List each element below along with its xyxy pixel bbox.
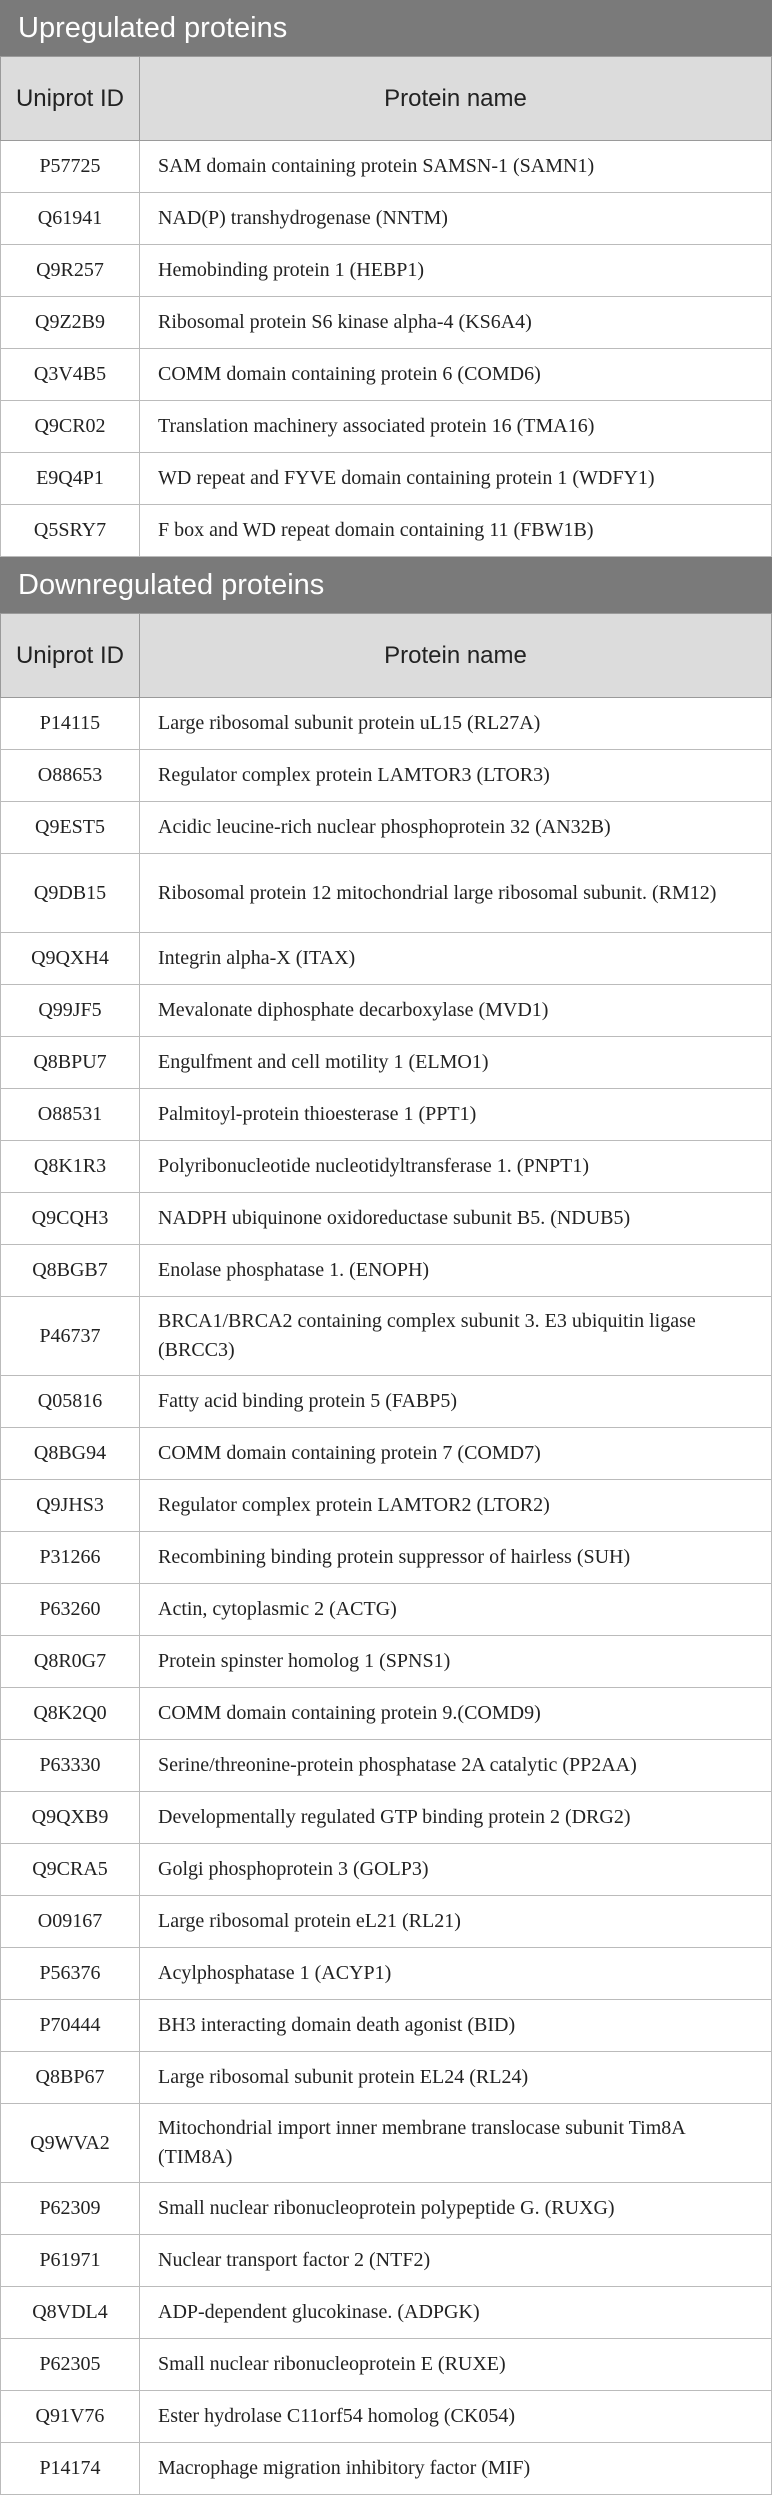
protein-name-cell: Small nuclear ribonucleoprotein polypeptide G. (RUXG) [140,2183,772,2235]
protein-name-cell: Acidic leucine-rich nuclear phosphoprotein 32 (AN32B) [140,802,772,854]
section-title: Upregulated proteins [0,0,772,56]
protein-name-cell: NADPH ubiquinone oxidoreductase subunit B5. (NDUB5) [140,1193,772,1245]
protein-name-cell: Large ribosomal protein eL21 (RL21) [140,1896,772,1948]
table-row [1,505,772,557]
table-row [1,1480,772,1532]
table-row [1,1428,772,1480]
table-row [1,802,772,854]
uniprot-id-cell: Q9EST5 [1,802,140,854]
uniprot-id-cell: E9Q4P1 [1,453,140,505]
protein-name-cell: Palmitoyl-protein thioesterase 1 (PPT1) [140,1089,772,1141]
protein-name-cell: Engulfment and cell motility 1 (ELMO1) [140,1037,772,1089]
protein-name-cell: Developmentally regulated GTP binding protein 2 (DRG2) [140,1792,772,1844]
uniprot-id-cell: Q8R0G7 [1,1636,140,1688]
table-row [1,1089,772,1141]
uniprot-id-cell: P46737 [1,1297,140,1376]
uniprot-id-cell: Q91V76 [1,2391,140,2443]
protein-name-cell: Polyribonucleotide nucleotidyltransferase 1. (PNPT1) [140,1141,772,1193]
table-row [1,2104,772,2183]
protein-table [0,56,772,557]
uniprot-id-cell: O88531 [1,1089,140,1141]
protein-name-cell: NAD(P) transhydrogenase (NNTM) [140,193,772,245]
protein-name-cell: Integrin alpha-X (ITAX) [140,933,772,985]
column-header-uniprot-id: Uniprot ID [1,614,140,698]
uniprot-id-cell: P63260 [1,1584,140,1636]
protein-name-cell: Serine/threonine-protein phosphatase 2A catalytic (PP2AA) [140,1740,772,1792]
protein-name-cell: Recombining binding protein suppressor of hairless (SUH) [140,1532,772,1584]
uniprot-id-cell: O09167 [1,1896,140,1948]
table-row [1,1141,772,1193]
uniprot-id-cell: P62305 [1,2339,140,2391]
table-row [1,1896,772,1948]
uniprot-id-cell: Q9CQH3 [1,1193,140,1245]
uniprot-id-cell: Q05816 [1,1376,140,1428]
table-row [1,750,772,802]
table-row [1,2183,772,2235]
uniprot-id-cell: P56376 [1,1948,140,2000]
table-row [1,1740,772,1792]
table-header-row [1,57,772,141]
uniprot-id-cell: Q8BGB7 [1,1245,140,1297]
table-row [1,854,772,933]
protein-name-cell: Ester hydrolase C11orf54 homolog (CK054) [140,2391,772,2443]
uniprot-id-cell: Q9JHS3 [1,1480,140,1532]
protein-name-cell: COMM domain containing protein 6 (COMD6) [140,349,772,401]
protein-name-cell: ADP-dependent glucokinase. (ADPGK) [140,2287,772,2339]
table-row [1,349,772,401]
section-title: Downregulated proteins [0,557,772,613]
table-row [1,1532,772,1584]
table-row [1,2339,772,2391]
protein-name-cell: Actin, cytoplasmic 2 (ACTG) [140,1584,772,1636]
protein-name-cell: Regulator complex protein LAMTOR3 (LTOR3) [140,750,772,802]
uniprot-id-cell: Q9CR02 [1,401,140,453]
column-header-protein-name: Protein name [140,57,772,141]
uniprot-id-cell: Q9WVA2 [1,2104,140,2183]
uniprot-id-cell: P70444 [1,2000,140,2052]
column-header-protein-name: Protein name [140,614,772,698]
protein-name-cell: Large ribosomal subunit protein EL24 (RL24) [140,2052,772,2104]
table-row [1,1636,772,1688]
table-row [1,698,772,750]
uniprot-id-cell: Q8BG94 [1,1428,140,1480]
protein-name-cell: Small nuclear ribonucleoprotein E (RUXE) [140,2339,772,2391]
protein-table [0,613,772,2495]
table-row [1,1376,772,1428]
uniprot-id-cell: Q9QXB9 [1,1792,140,1844]
table-row [1,985,772,1037]
uniprot-id-cell: Q9DB15 [1,854,140,933]
protein-name-cell: Mitochondrial import inner membrane translocase subunit Tim8A (TIM8A) [140,2104,772,2183]
protein-name-cell: COMM domain containing protein 7 (COMD7) [140,1428,772,1480]
uniprot-id-cell: P57725 [1,141,140,193]
table-row [1,1245,772,1297]
protein-name-cell: Mevalonate diphosphate decarboxylase (MVD1) [140,985,772,1037]
protein-name-cell: Enolase phosphatase 1. (ENOPH) [140,1245,772,1297]
uniprot-id-cell: P61971 [1,2235,140,2287]
table-row [1,1948,772,2000]
protein-name-cell: Hemobinding protein 1 (HEBP1) [140,245,772,297]
table-row [1,453,772,505]
table-row [1,1792,772,1844]
table-header-row [1,614,772,698]
uniprot-id-cell: Q9CRA5 [1,1844,140,1896]
protein-name-cell: Fatty acid binding protein 5 (FABP5) [140,1376,772,1428]
table-row [1,1688,772,1740]
table-row [1,1037,772,1089]
protein-name-cell: COMM domain containing protein 9.(COMD9) [140,1688,772,1740]
table-row [1,2287,772,2339]
protein-name-cell: Nuclear transport factor 2 (NTF2) [140,2235,772,2287]
protein-name-cell: BH3 interacting domain death agonist (BID) [140,2000,772,2052]
protein-name-cell: Acylphosphatase 1 (ACYP1) [140,1948,772,2000]
protein-name-cell: Protein spinster homolog 1 (SPNS1) [140,1636,772,1688]
table-row [1,401,772,453]
protein-name-cell: F box and WD repeat domain containing 11 (FBW1B) [140,505,772,557]
protein-name-cell: Translation machinery associated protein 16 (TMA16) [140,401,772,453]
table-row [1,141,772,193]
uniprot-id-cell: Q8BPU7 [1,1037,140,1089]
table-row [1,1193,772,1245]
uniprot-id-cell: P62309 [1,2183,140,2235]
table-row [1,1844,772,1896]
uniprot-id-cell: Q9QXH4 [1,933,140,985]
protein-name-cell: Golgi phosphoprotein 3 (GOLP3) [140,1844,772,1896]
protein-name-cell: Macrophage migration inhibitory factor (MIF) [140,2443,772,2495]
uniprot-id-cell: Q9Z2B9 [1,297,140,349]
protein-name-cell: SAM domain containing protein SAMSN-1 (SAMN1) [140,141,772,193]
uniprot-id-cell: P14174 [1,2443,140,2495]
uniprot-id-cell: P31266 [1,1532,140,1584]
table-row [1,933,772,985]
uniprot-id-cell: O88653 [1,750,140,802]
table-row [1,193,772,245]
uniprot-id-cell: Q8VDL4 [1,2287,140,2339]
table-row [1,2000,772,2052]
table-row [1,2235,772,2287]
table-row [1,2052,772,2104]
uniprot-id-cell: P14115 [1,698,140,750]
uniprot-id-cell: P63330 [1,1740,140,1792]
uniprot-id-cell: Q3V4B5 [1,349,140,401]
table-row [1,2391,772,2443]
table-row [1,1297,772,1376]
uniprot-id-cell: Q8K1R3 [1,1141,140,1193]
uniprot-id-cell: Q9R257 [1,245,140,297]
protein-name-cell: BRCA1/BRCA2 containing complex subunit 3. E3 ubiquitin ligase (BRCC3) [140,1297,772,1376]
protein-name-cell: Regulator complex protein LAMTOR2 (LTOR2) [140,1480,772,1532]
uniprot-id-cell: Q8BP67 [1,2052,140,2104]
uniprot-id-cell: Q99JF5 [1,985,140,1037]
table-row [1,245,772,297]
table-row [1,297,772,349]
protein-name-cell: Ribosomal protein S6 kinase alpha-4 (KS6A4) [140,297,772,349]
column-header-uniprot-id: Uniprot ID [1,57,140,141]
protein-name-cell: Large ribosomal subunit protein uL15 (RL27A) [140,698,772,750]
table-row [1,1584,772,1636]
table-row [1,2443,772,2495]
protein-name-cell: Ribosomal protein 12 mitochondrial large ribosomal subunit. (RM12) [140,854,772,933]
uniprot-id-cell: Q5SRY7 [1,505,140,557]
uniprot-id-cell: Q61941 [1,193,140,245]
protein-name-cell: WD repeat and FYVE domain containing protein 1 (WDFY1) [140,453,772,505]
uniprot-id-cell: Q8K2Q0 [1,1688,140,1740]
